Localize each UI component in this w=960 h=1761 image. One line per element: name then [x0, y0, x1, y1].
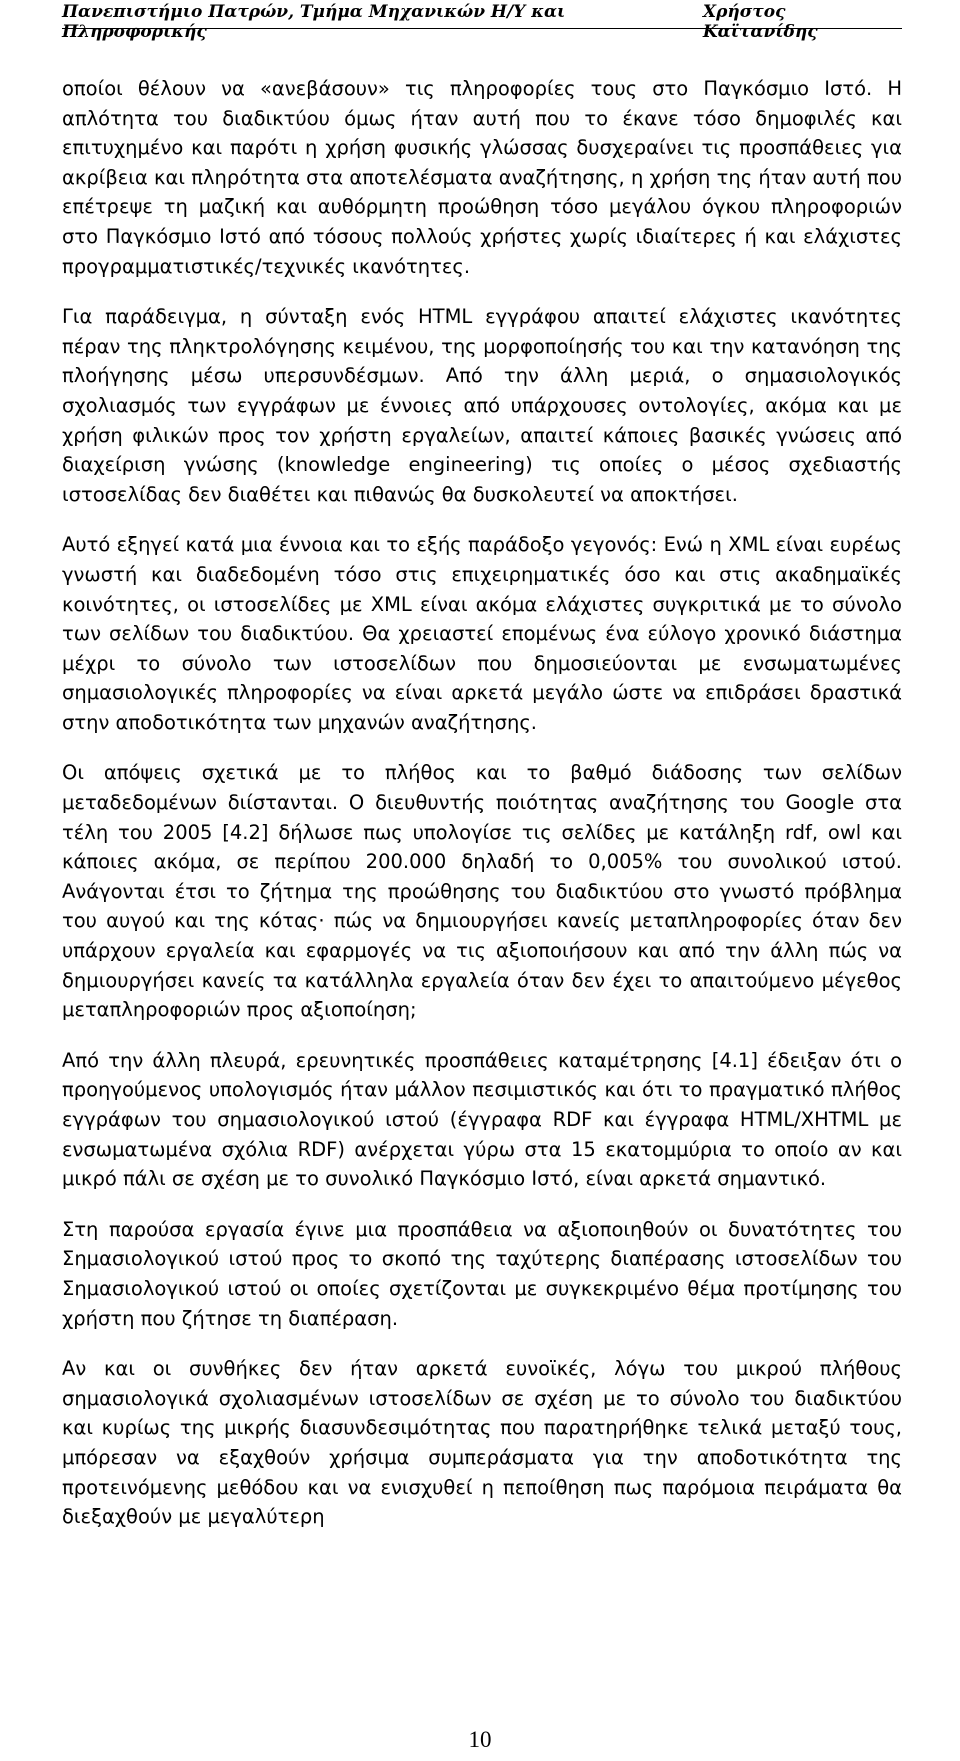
header-institution: Πανεπιστήμιο Πατρών, Τμήμα Μηχανικών Η/Υ και Πληροφορικής — [62, 2, 566, 42]
paragraph: Στη παρούσα εργασία έγινε μια προσπάθεια να αξιοποιηθούν οι δυνατότητες του Σημασιολογικού ιστού προς το σκοπό της ταχύτερης διαπέρασης ιστοσελίδων του Σημασιολογικού ιστού οι οποίες σχετίζονται με συγκεκριμένο θέμα προτίμησης του χρήστη που ζήτησε τη διαπέραση. — [62, 1217, 902, 1330]
paragraph: Από την άλλη πλευρά, ερευνητικές προσπάθειες καταμέτρησης [4.1] έδειξαν ότι ο προηγούμενος υπολογισμός ήταν μάλλον πεσιμιστικός και ότι το πραγματικό πλήθος εγγράφων του σημασιολογικού ιστού (έγγραφα RDF και έγγραφα HTML/XHTML με ενσωματωμένα σχόλια RDF) ανέρχεται γύρω στα 15 εκατομμύρια το οποίο αν και μικρό πάλι σε σχέση με το συνολικό Παγκόσμιο Ιστό, είναι αρκετά σημαντικό. — [62, 1048, 902, 1191]
running-header — [62, 0, 902, 42]
body-text — [62, 74, 902, 1553]
paragraph: Αυτό εξηγεί κατά μια έννοια και το εξής παράδοξο γεγονός: Ενώ η XML είναι ευρέως γνωστή και διαδεδομένη τόσο στις επιχειρηματικές όσο και στις ακαδημαϊκές κοινότητες, οι ιστοσελίδες με XML είναι ακόμα ελάχιστες συγκριτικά με το σύνολο των σελίδων του διαδικτύου. Θα χρειαστεί επομένως ένα εύλογο χρονικό διάστημα μέχρι το σύνολο των ιστοσελίδων που δημοσιεύονται με ενσωματωμένες σημασιολογικές πληροφορίες να είναι αρκετά μεγάλο ώστε να επιδράσει δραστικά στην αποδοτικότητα των μηχανών αναζήτησης. — [62, 533, 902, 734]
page-number: 10 — [468, 1727, 492, 1752]
paragraph: Για παράδειγμα, η σύνταξη ενός HTML εγγράφου απαιτεί ελάχιστες ικανότητες πέραν της πληκτρολόγησης κειμένου, της μορφοποίησής του και την κατανόηση της πλοήγησης μέσω υπερσυνδέσμων. Από την άλλη μεριά, ο σημασιολογικός σχολιασμός των εγγράφων με έννοιες από υπάρχουσες οντολογίες, ακόμα και με χρήση φιλικών προς τον χρήστη εργαλείων, απαιτεί κάποιες βασικές γνώσεις από διαχείριση γνώσης (knowledge engineering) τις οποίες ο μέσος σχεδιαστής ιστοσελίδας δεν διαθέτει και πιθανώς θα δυσκολευτεί να αποκτήσει. — [62, 305, 902, 506]
paragraph: οποίοι θέλουν να «ανεβάσουν» τις πληροφορίες τους στο Παγκόσμιο Ιστό. Η απλότητα του διαδικτύου όμως ήταν αυτή που το έκανε τόσο δημοφιλές και επιτυχημένο και παρότι η χρήση φυσικής γλώσσας δυσχεραίνει τις προσπάθειες για ακρίβεια και πληρότητα στα αποτελέσματα αναζήτησης, η χρήση της ήταν αυτή που επέτρεψε τη μαζική και αυθόρμητη προώθηση τόσο μεγάλου όγκου πληροφοριών στο Παγκόσμιο Ιστό από τόσους πολλούς χρήστες χωρίς ιδιαίτερες ή και ελάχιστες προγραμματιστικές/τεχνικές ικανότητες. — [62, 77, 902, 278]
paragraph: Οι απόψεις σχετικά με το πλήθος και το βαθμό διάδοσης των σελίδων μεταδεδομένων διίστανται. Ο διευθυντής ποιότητας αναζήτησης του Google στα τέλη του 2005 [4.2] δήλωσε πως υπολογίσε τις σελίδες με κατάληξη rdf, owl και κάποιες ακόμα, σε περίπου 200.000 δηλαδή το 0,005% του συνολικού ιστού. Ανάγονται έτσι το ζήτημα της προώθησης του διαδικτύου στο γνωστό πρόβλημα του αυγού και της κότας· πώς να δημιουργήσει κανείς μεταπληροφορίες όταν δεν υπάρχουν εργαλεία και εφαρμογές να τις αξιοποιήσουν και από την άλλη πώς να δημιουργήσει κανείς τα κατάλληλα εργαλεία όταν δεν έχει το απαιτούμενο μέγεθος μεταπληροφοριών προς αξιοποίηση; — [62, 761, 902, 1022]
paragraph: Αν και οι συνθήκες δεν ήταν αρκετά ευνοϊκές, λόγω του μικρού πλήθους σημασιολογικά σχολιασμένων ιστοσελίδων σε σχέση με το σύνολο του διαδικτύου και κυρίως της μικρής διασυνδεσιμότητας που παρατηρήθηκε τελικά μεταξύ τους, μπόρεσαν να εξαχθούν χρήσιμα συμπεράσματα για την αποδοτικότητα της προτεινόμενης μεθόδου και να ενισχυθεί η πεποίθηση πως παρόμοια πειράματα θα διεξαχθούν με μεγαλύτερη — [62, 1357, 902, 1529]
header-author: Χρήστος Καϊτανίδης — [702, 2, 818, 42]
